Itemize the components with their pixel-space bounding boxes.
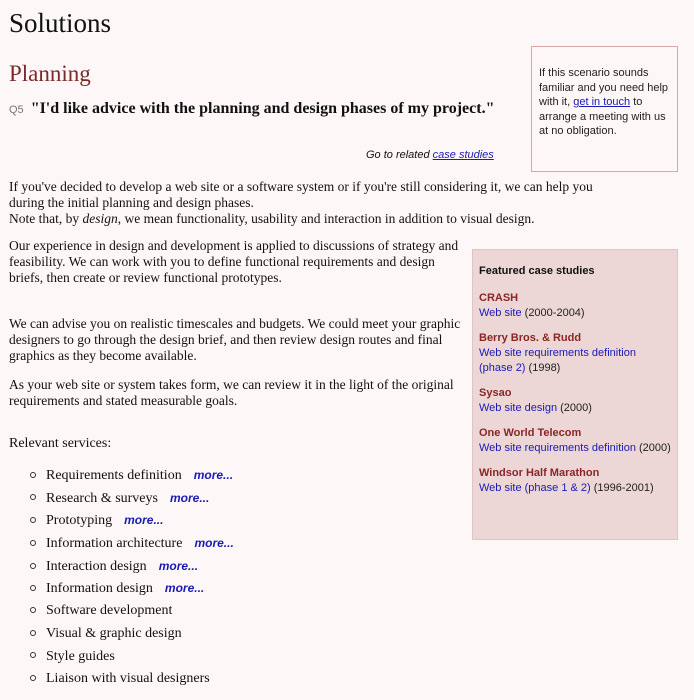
bullet-icon xyxy=(30,563,36,569)
question-text: "I'd like advice with the planning and design phases of my project." xyxy=(30,100,495,117)
case-years: (2000-2004) xyxy=(524,307,585,319)
case-client: Berry Bros. & Rudd xyxy=(479,332,582,344)
bullet-icon xyxy=(30,472,36,478)
experience-paragraph: Our experience in design and development is applied to discussions of strategy and feasibility. We can work with you to define functional requirements and design briefs, then create or review functional prototypes. xyxy=(9,238,459,285)
case-client: Windsor Half Marathon xyxy=(479,467,600,479)
case-study xyxy=(479,291,671,321)
service-label: Research & surveys xyxy=(46,490,158,506)
service-item xyxy=(30,487,234,510)
service-item xyxy=(30,532,234,555)
more-link[interactable]: more... xyxy=(169,490,210,505)
case-years: (1996-2001) xyxy=(593,482,654,494)
question xyxy=(9,100,509,119)
case-desc xyxy=(479,401,671,416)
service-label: Software development xyxy=(46,603,173,619)
service-label: Liaison with visual designers xyxy=(46,671,210,687)
section-title: Planning xyxy=(9,61,91,86)
case-years: (1998) xyxy=(528,362,561,374)
service-item xyxy=(30,577,234,600)
case-client: Sysao xyxy=(479,387,512,399)
timescales-paragraph: We can advise you on realistic timescales and budgets. We could meet your graphic designers to go through the design brief, and then review design routes and final graphics as they become available. xyxy=(9,316,461,363)
callout-post: to arrange a meeting with us at no obligation. xyxy=(539,96,666,138)
service-item xyxy=(30,464,234,487)
service-label: Style guides xyxy=(46,648,115,664)
case-client: One World Telecom xyxy=(479,427,582,439)
bullet-icon xyxy=(30,540,36,546)
service-item xyxy=(30,623,234,646)
design-note-em: design xyxy=(82,211,118,226)
callout-pre: If this scenario sounds familiar and you need help with it, xyxy=(539,67,669,109)
case-link[interactable]: Web site (phase 1 & 2) xyxy=(479,482,591,494)
more-link[interactable]: more... xyxy=(193,468,234,482)
related-case-studies xyxy=(366,149,494,161)
case-study xyxy=(479,331,671,376)
service-label: Information design xyxy=(46,581,153,597)
contact-callout xyxy=(531,46,678,172)
service-label: Interaction design xyxy=(46,558,147,574)
case-years: (2000) xyxy=(639,442,671,454)
case-link[interactable]: Web site xyxy=(479,307,522,319)
case-client: CRASH xyxy=(479,292,519,304)
bullet-icon xyxy=(30,585,36,591)
services-list xyxy=(30,464,234,691)
case-desc xyxy=(479,306,671,321)
case-study xyxy=(479,426,671,456)
more-link[interactable]: more... xyxy=(194,536,234,551)
more-link[interactable]: more... xyxy=(158,558,199,573)
service-item xyxy=(30,600,234,623)
question-number: Q5 xyxy=(9,104,24,116)
service-label: Visual & graphic design xyxy=(46,625,182,641)
case-study xyxy=(479,466,671,496)
bullet-icon xyxy=(30,494,36,500)
more-link[interactable]: more... xyxy=(164,581,205,596)
intro-paragraph xyxy=(9,179,609,227)
bullet-icon xyxy=(30,517,36,523)
page-title: Solutions xyxy=(9,8,112,38)
intro-text: If you've decided to develop a web site or a software system or if you're still considering it, we can help you during the initial planning and design phases. xyxy=(9,179,593,210)
featured-case-studies xyxy=(472,249,678,540)
case-link[interactable]: Web site requirements definition (phase 2) xyxy=(479,347,636,374)
service-label: Information architecture xyxy=(46,536,183,552)
case-study xyxy=(479,386,671,416)
case-desc xyxy=(479,441,671,456)
service-label: Prototyping xyxy=(46,513,113,529)
case-years: (2000) xyxy=(560,402,592,414)
case-link[interactable]: Web site design xyxy=(479,402,558,414)
service-item xyxy=(30,646,234,669)
more-link[interactable]: more... xyxy=(124,513,164,528)
bullet-icon xyxy=(30,630,36,636)
case-studies-link[interactable]: case studies xyxy=(432,149,494,161)
case-link[interactable]: Web site requirements definition xyxy=(479,442,636,454)
service-label: Requirements definition xyxy=(46,468,182,483)
service-item xyxy=(30,668,234,691)
design-note-post: , we mean functionality, usability and interaction in addition to visual design. xyxy=(117,211,535,226)
review-paragraph: As your web site or system takes form, we can review it in the light of the original requirements and stated measurable goals. xyxy=(9,377,454,408)
bullet-icon xyxy=(30,607,36,613)
case-desc xyxy=(479,346,671,376)
service-item xyxy=(30,555,234,578)
case-desc xyxy=(479,481,671,496)
design-note-pre: Note that, by xyxy=(9,211,80,226)
get-in-touch-link[interactable]: get in touch xyxy=(573,96,631,109)
services-label: Relevant services: xyxy=(9,436,112,451)
service-item xyxy=(30,509,234,532)
bullet-icon xyxy=(30,675,36,681)
featured-heading: Featured case studies xyxy=(479,265,595,277)
related-prefix: Go to related xyxy=(366,149,430,161)
bullet-icon xyxy=(30,652,36,658)
